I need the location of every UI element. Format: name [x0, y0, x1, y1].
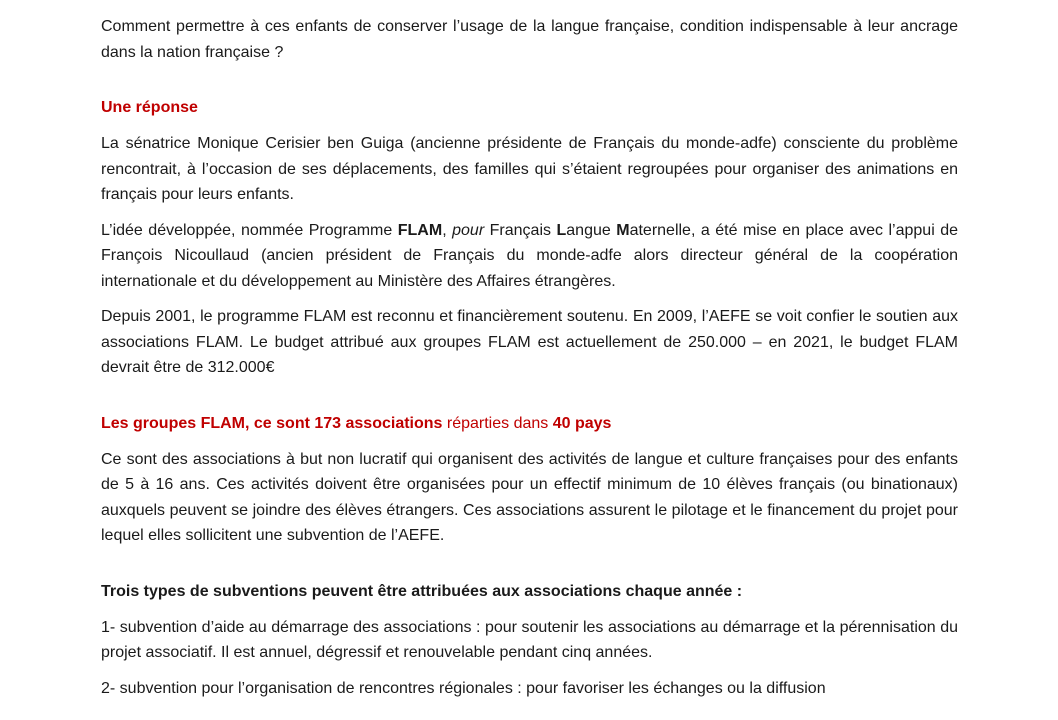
subsidy-item-1: 1- subvention d’aide au démarrage des associations : pour soutenir les associations au démarrage et la pérennisation du projet associatif. Il est annuel, dégressif et renouvelable pendant cinq années.: [101, 618, 958, 661]
p2-f: F: [484, 221, 500, 239]
heading-answer: Une réponse: [101, 99, 198, 116]
heading-groups: [101, 411, 958, 437]
paragraph-answer-3: Depuis 2001, le programme FLAM est reconnu et financièrement soutenu. En 2009, l’AEFE se voit confier le soutien aux associations FLAM. Le budget attribué aux groupes FLAM est actuellement de 250.000 – en 2021, le budget FLAM devrait être de 312.000€: [101, 308, 958, 376]
paragraph-question: Comment permettre à ces enfants de conserver l’usage de la langue française, condition indispensable à leur ancrage dans la nation française ?: [101, 18, 958, 61]
p2-angue: angue: [566, 221, 617, 239]
p2-rest: aternelle, a été mise en place avec l’appui de François Nicoullaud (ancien président de Français du monde-adfe alors directeur général de la coopération internationale et du développement au Ministère des Affaires étrangères.: [101, 221, 959, 290]
p2-pour: pour: [452, 221, 485, 239]
document-body: [101, 0, 958, 701]
p2-comma: ,: [442, 221, 453, 239]
heading-groups-a: Les groupes FLAM, ce sont 173 associations: [101, 414, 443, 432]
heading-groups-b: réparties dans: [442, 414, 553, 432]
p2-text-a: L’idée développée, nommée Programme: [101, 221, 398, 239]
heading-groups-c: 40 pays: [552, 414, 612, 432]
paragraph-groups: Ce sont des associations à but non lucratif qui organisent des activités de langue et culture françaises pour des enfants de 5 à 16 ans. Ces activités doivent être organisées pour un effectif minimum de 10 élèves français (ou binationaux) auxquels peuvent se joindre des élèves étrangers. Ces associations assurent le pilotage et le financement du projet pour lequel elles sollicitent une subvention de l’AEFE.: [101, 450, 958, 544]
subsidy-item-2: 2- subvention pour l’organisation de rencontres régionales : pour favoriser les échanges ou la diffusion: [101, 679, 826, 697]
p2-flam: FLAM: [397, 221, 443, 239]
p2-L: L: [556, 221, 567, 239]
heading-subsidies: Trois types de subventions peuvent être attribuées aux associations chaque année :: [101, 582, 743, 600]
paragraph-answer-2: [101, 218, 958, 295]
p2-rancais: rançais: [499, 221, 557, 239]
paragraph-answer-1: La sénatrice Monique Cerisier ben Guiga (ancienne présidente de Français du monde-adfe) consciente du problème rencontrait, à l’occasion de ses déplacements, des familles qui s’étaient regroupées pour organiser des animations en français pour leurs enfants.: [101, 135, 958, 203]
p2-M: M: [616, 221, 630, 239]
